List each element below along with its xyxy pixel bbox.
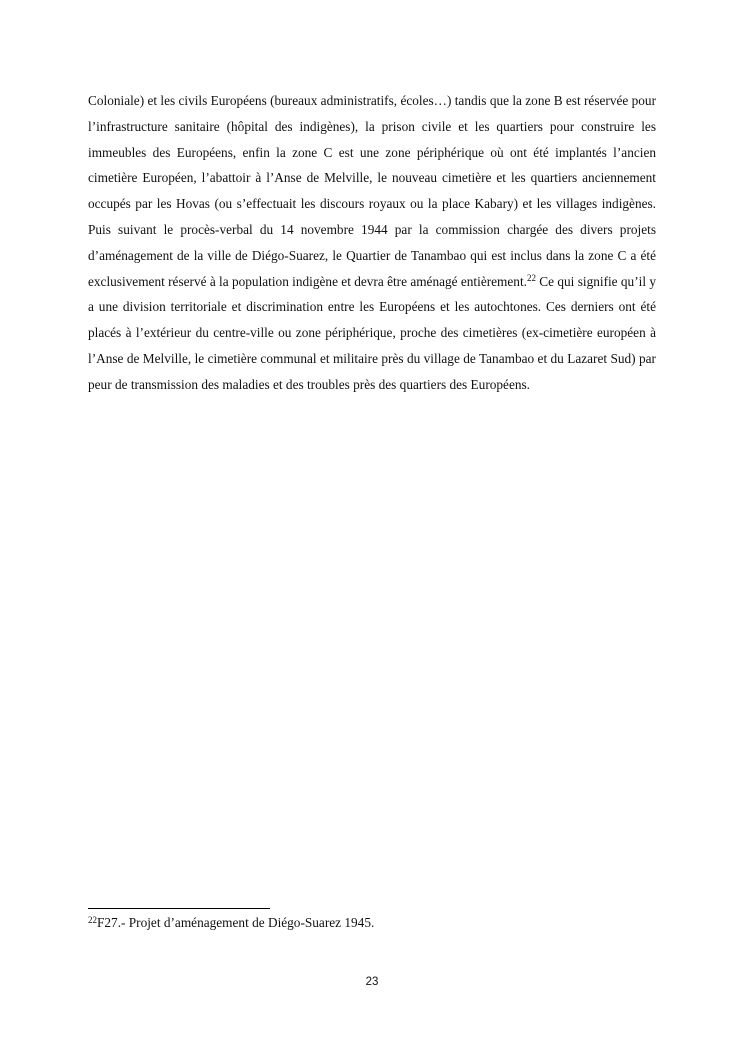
footnote-separator [88,908,270,909]
footnote-number: 22 [88,915,97,925]
paragraph-text-before-note: Coloniale) et les civils Européens (bureaux administratifs, écoles…) tandis que la zone B est réservée pour l’infrastructure sanitaire (hôpital des indigènes), la prison civile et les quartiers pour construire les immeubles des Européens, enfin la zone C est une zone périphérique où ont été implantés l’ancien cimetière Européen, l’abattoir à l’Anse de Melville, le nouveau cimetière et les quartiers anciennement occupés par les Hovas (ou s’effectuait les discours royaux ou la place Kabary) et les villages indigènes. Puis suivant le procès-verbal du 14 novembre 1944 par la commission chargée des divers projets d’aménagement de la ville de Diégo-Suarez, le Quartier de Tanambao qui est inclus dans la zone C a été exclusivement réservé à la population indigène et devra être aménagé entièrement. [88,93,656,289]
page-number: 23 [365,976,379,988]
footnote-reference[interactable]: 22 [526,272,536,283]
body-paragraph [88,88,656,398]
footnote [88,914,656,932]
paragraph-text-after-note: Ce qui signifie qu’il y a une division territoriale et discrimination entre les Européens et les autochtones. Ces derniers ont été placés à l’extérieur du centre-ville ou zone périphérique, proche des cimetières (ex-cimetière européen à l’Anse de Melville, le cimetière communal et militaire près du village de Tanambao et du Lazaret Sud) par peur de transmission des maladies et des troubles près des quartiers des Européens. [88,273,656,392]
footnote-text: F27.- Projet d’aménagement de Diégo-Suarez 1945. [97,915,375,930]
